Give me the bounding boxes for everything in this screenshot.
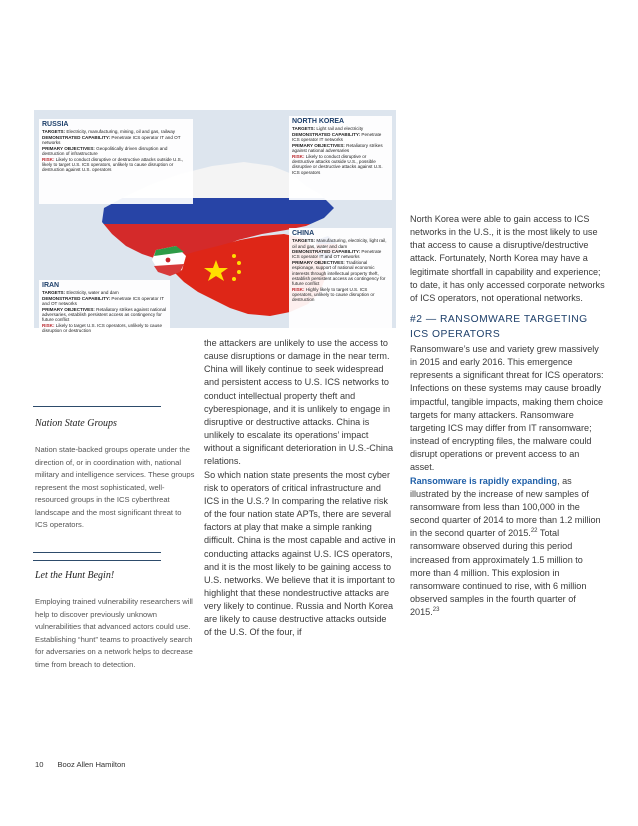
china-info-box (289, 228, 392, 328)
russia-info-box (39, 119, 193, 204)
right-paragraph-2: Ransomware’s use and variety grew massively in 2015 and early 2016. This emergence represents a significant threat for ICS operators: Infections on these systems may cause broadly impactful, tangible impacts, making them choice targets for many attackers. Ransomware targeting ICS may differ from IT ransomware; instead of encrypting files, the malware could disrupt operations or prevent access to an asset. (410, 344, 604, 473)
iran-capability: Penetrate ICS operator IT and OT networks (42, 295, 164, 307)
russia-risk: Likely to conduct disruptive or destructive attacks outside U.S., likely to target U.S. ICS operators, unlikely to cause disruption or destruction against U.S. operators (42, 156, 184, 173)
north-korea-targets-label: TARGETS: (292, 126, 316, 132)
middle-paragraph-2: So which nation state presents the most cyber risk to operators of critical infrastructure and ICS in the U.S.? In comparing the relative risk of the four nation state APTs, there are several factors at play that make a simple ranking difficult. China is the most capable and active in conducting attacks against U.S. ICS operators, and it is the most likely to be gaining access to U.S. networks. We believe that it is important to highlight that these nondestructive attacks are very likely to continue. Russia and North Korea are likely to cause destructive attacks outside of the U.S. Of the four, if (204, 469, 396, 638)
company-name: Booz Allen Hamilton (57, 760, 126, 769)
china-objectives: Traditional espionage, support of national economic interests through intellectual property theft, establish persistent access as contingency for future conflict (292, 260, 386, 287)
russia-targets: Electricity, manufacturing, mining, oil and gas, railway (66, 129, 176, 135)
section-title-ransomware: #2 — RANSOMWARE TARGETING ICS OPERATORS (410, 314, 588, 340)
north-korea-targets: Light rail and electricity (316, 126, 364, 132)
middle-column (204, 337, 396, 640)
china-capability-label: DEMONSTRATED CAPABILITY: (292, 249, 361, 255)
china-capability: Penetrate ICS operator IT and OT networks (292, 249, 382, 260)
china-risk-label: RISK: (292, 286, 305, 292)
iran-objectives-label: PRIMARY OBJECTIVES: (42, 306, 95, 312)
threat-map (34, 110, 396, 334)
china-risk: Highly likely to target U.S. ICS operators, unlikely to cause disruption or destruction (292, 286, 375, 303)
russia-targets-label: TARGETS: (42, 129, 66, 135)
right-paragraph-3a: , as illustrated by the increase of new samples of ransomware from less than 100,000 in the second quarter of 2014 to more than 1.2 million in the second quarter of 2015. (410, 475, 601, 539)
russia-title: RUSSIA (42, 121, 69, 128)
north-korea-info-box (289, 116, 392, 200)
hunt-body: Employing trained vulnerability researchers will help to discover previously unknown vulnerabilities that advanced actors could use. Establishing “hunt” teams to proactively search for adversaries on a network helps to decrease time from breach to detection. (35, 597, 193, 669)
right-paragraph-1: North Korea were able to gain access to ICS networks in the U.S., it is the most likely to use that access to cause a disruptive/destructive attack. Fortunately, North Korea may have a legitimate shortfall in capability and experience; to date, it has only accessed corporate networks of ICS operators, not operational networks. (410, 214, 605, 303)
iran-capability-label: DEMONSTRATED CAPABILITY: (42, 295, 111, 301)
sidebar-rule-top (33, 406, 161, 407)
north-korea-objectives: Retaliatory strikes against national adversaries (292, 142, 383, 154)
nation-state-body: Nation state-backed groups operate under the direction of, or in coordination with, national military and intelligence services. These groups represent the most sophisticated, well-resourced groups in the ICS cyberthreat landscape and the most significant threat to ICS operators. (35, 445, 195, 529)
iran-info-box (39, 280, 170, 334)
nation-state-heading: Nation State Groups (35, 418, 117, 429)
right-column-bottom (410, 343, 606, 619)
page-footer (35, 760, 139, 769)
china-targets-label: TARGETS: (292, 238, 316, 244)
north-korea-objectives-label: PRIMARY OBJECTIVES: (292, 142, 345, 148)
footnote-23: 23 (432, 607, 440, 614)
north-korea-capability-label: DEMONSTRATED CAPABILITY: (292, 131, 361, 137)
iran-targets-label: TARGETS: (42, 290, 66, 296)
ransomware-highlight: Ransomware is rapidly expanding (410, 475, 558, 486)
right-paragraph-3 (410, 475, 606, 620)
north-korea-capability: Penetrate ICS operator IT networks (292, 131, 382, 143)
right-column-top (410, 213, 606, 305)
iran-objectives: Retaliatory strikes against national adversaries, establish persistent access as contingency for future conflict (42, 306, 167, 323)
iran-risk-label: RISK: (42, 322, 55, 328)
north-korea-risk: Likely to conduct disruptive or destructive attacks outside U.S., possible disruptive or destructive attacks against U.S. ICS operators (292, 153, 383, 175)
north-korea-risk-label: RISK: (292, 153, 305, 159)
russia-capability: Penetrate ICS operator IT and OT networks (42, 134, 181, 146)
sidebar-rule-middle (33, 552, 161, 553)
russia-objectives: Geopolitically driven disruption and destruction of infrastructure (42, 145, 168, 157)
russia-objectives-label: PRIMARY OBJECTIVES: (42, 145, 95, 151)
north-korea-title: NORTH KOREA (292, 118, 345, 125)
iran-title: IRAN (42, 282, 60, 289)
sidebar-rule-lower (33, 560, 161, 561)
page-number: 10 (35, 760, 44, 769)
right-paragraph-3b: Total ransomware observed during this period increased from approximately 1.5 million to more than 4 million. This explosion in ransomware continued to rise, with 6 million observed samples in the fourth quarter of 2015. (410, 528, 587, 618)
footnote-22: 22 (530, 528, 538, 535)
middle-paragraph-1: the attackers are unlikely to use the access to cause disruptions or damage in the near term. China will likely continue to seek widespread and persistent access to U.S. ICS networks to conduct intellectual property theft and cyberespionage, and it is unlikely to engage in disruptive or destructive attacks. China is unlikely to escalate its operations’ impact without a significant deterioration in U.S.-China relations. (204, 338, 394, 467)
iran-risk: Likely to target U.S. ICS operators, unlikely to cause disruption or destruction (42, 322, 163, 334)
russia-risk-label: RISK: (42, 156, 55, 162)
hunt-heading: Let the Hunt Begin! (35, 570, 115, 581)
china-objectives-label: PRIMARY OBJECTIVES: (292, 260, 345, 266)
china-title: CHINA (292, 230, 315, 237)
china-targets: Manufacturing, electricity, light rail, oil and gas, water and dam (292, 238, 387, 249)
russia-capability-label: DEMONSTRATED CAPABILITY: (42, 134, 111, 140)
iran-targets: Electricity, water and dam (66, 290, 119, 296)
